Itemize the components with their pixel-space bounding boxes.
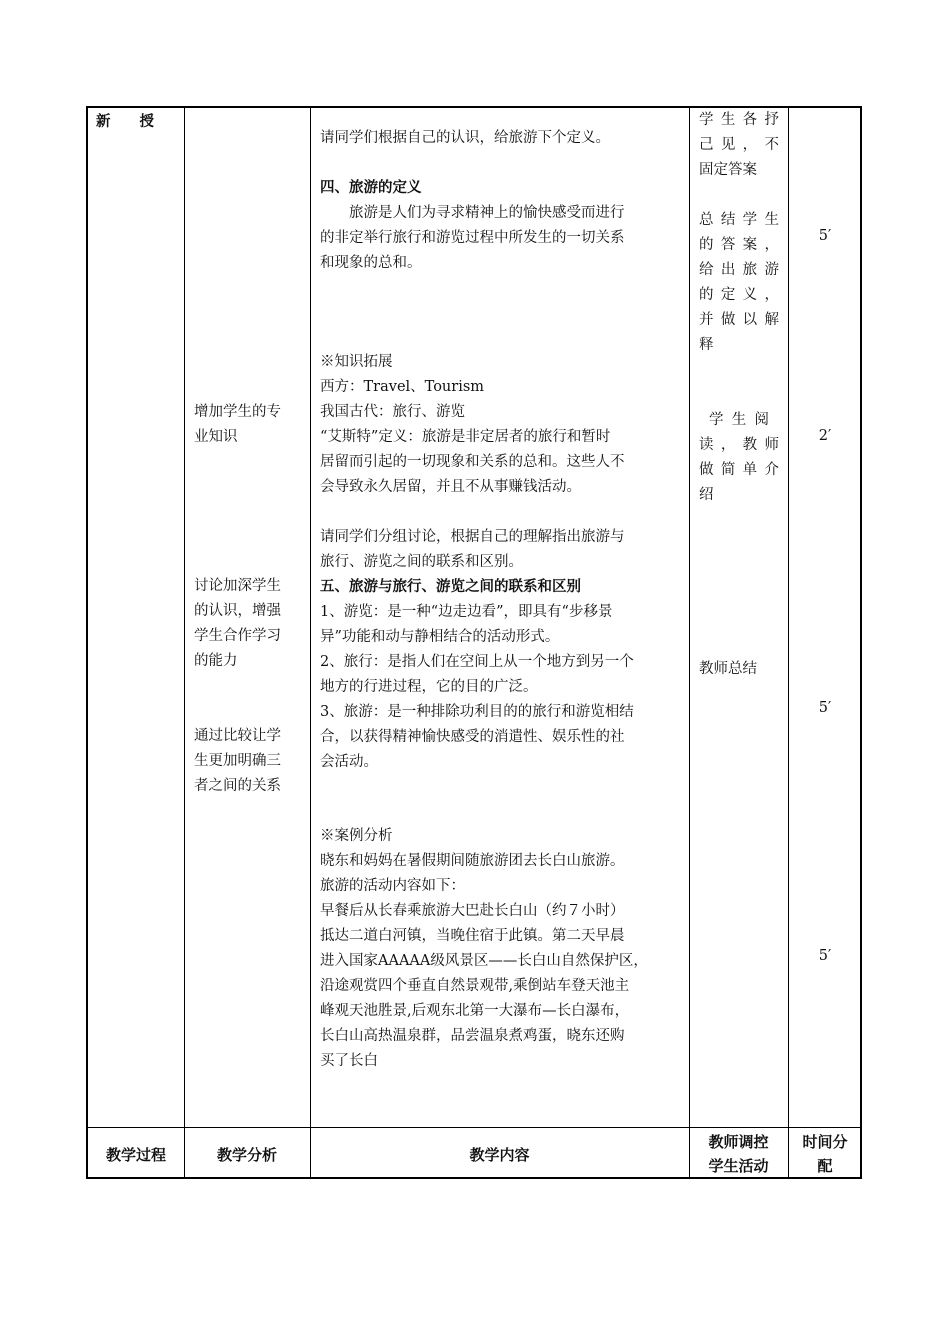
activity-teacher-summary: 教师总结 bbox=[699, 661, 757, 677]
analysis-discussion: 讨论加深学生 的认识，增强 学生合作学习 的能力 bbox=[194, 578, 281, 669]
definition-text: 旅游是人们为寻求精神上的愉快感受而进行 的非定举行旅行和游览过程中所发生的一切关系 和现象的总和。 bbox=[320, 205, 625, 271]
activity-students-share: 学生各抒 己见，不 固定答案 bbox=[699, 112, 779, 178]
knowledge-title: ※知识拓展 bbox=[320, 354, 393, 370]
column-divider bbox=[788, 108, 789, 1177]
time-value: 2′ bbox=[818, 428, 832, 444]
header-content: 教学内容 bbox=[469, 1146, 530, 1164]
section5-title: 五、旅游与旅行、游览之间的联系和区别 bbox=[320, 579, 581, 595]
column-divider bbox=[310, 108, 311, 1177]
row-divider bbox=[88, 1127, 860, 1128]
section4-title: 四、旅游的定义 bbox=[320, 180, 422, 196]
stage-label: 新 授 bbox=[96, 114, 154, 130]
header-process: 教学过程 bbox=[105, 1146, 166, 1164]
content-prompt1: 请同学们根据自己的认识，给旅游下个定义。 bbox=[320, 130, 610, 146]
analysis-comparison: 通过比较让学 生更加明确三 者之间的关系 bbox=[194, 728, 281, 794]
case-title: ※案例分析 bbox=[320, 828, 393, 844]
header-activity: 教师调控 学生活动 bbox=[708, 1133, 769, 1175]
analysis-knowledge: 增加学生的专 业知识 bbox=[194, 404, 281, 445]
column-divider bbox=[689, 108, 690, 1177]
case-text: 晓东和妈妈在暑假期间随旅游团去长白山旅游。 旅游的活动内容如下： 早餐后从长春乘旅游大巴赴长白山（约７小时） 抵达二道白河镇，当晚住宿于此镇。第二天早晨 进入国家AAAAA级风景区——长白山自然保护区， 沿途观赏四个垂直自然景观带,乘倒站车登天池主 峰观天池胜景,后观东北第一大瀑布—长白瀑布， 长白山高热温泉群，品尝温泉煮鸡蛋，晓东还购 买了长白 bbox=[320, 853, 648, 1069]
time-value: 5′ bbox=[818, 228, 832, 244]
activity-summary: 总结学生 的答案， 给出旅游 的定义， 并做以解 释 bbox=[699, 212, 779, 353]
column-divider bbox=[184, 108, 185, 1177]
knowledge-text: 西方：Travel、Tourism 我国古代：旅行、游览 “艾斯特”定义：旅游是非定居者的旅行和暂时 居留而引起的一切现象和关系的总和。这些人不 会导致永久居留，并且不从事赚钱活动。 bbox=[320, 379, 625, 495]
header-analysis: 教学分析 bbox=[216, 1146, 277, 1164]
lesson-table bbox=[86, 106, 862, 1179]
time-value: 5′ bbox=[818, 700, 832, 716]
activity-reading: 学生阅 读，教师 做简单介 绍 bbox=[699, 412, 779, 503]
time-value: 5′ bbox=[818, 948, 832, 964]
section5-text: 1、游览：是一种“边走边看”，即具有“步移景 异”功能和动与静相结合的活动形式。 2、旅行：是指人们在空间上从一个地方到另一个 地方的行进过程，它的目的广泛。 3、旅游：是一种排除功利目的的旅行和游览相结 合，以获得精神愉快感受的消遣性、娱乐性的社 会活动。 bbox=[320, 604, 634, 770]
header-time: 时间分 配 bbox=[802, 1133, 848, 1175]
content-prompt2: 请同学们分组讨论，根据自己的理解指出旅游与 旅行、游览之间的联系和区别。 bbox=[320, 529, 625, 570]
